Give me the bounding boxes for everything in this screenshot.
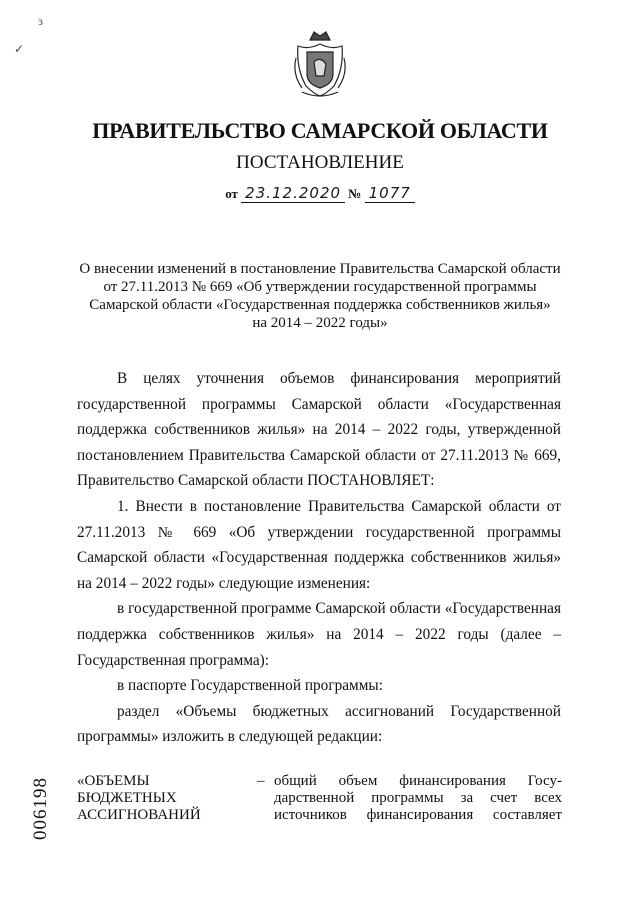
subject-line: Самарской области «Государственная поддержка собственников жилья»	[89, 297, 551, 313]
government-title: ПРАВИТЕЛЬСТВО САМАРСКОЙ ОБЛАСТИ	[92, 118, 548, 143]
table-left-line: АССИГНОВАНИЙ	[77, 807, 201, 823]
table-dash: –	[257, 773, 265, 789]
table-right-line: общий объем финансирования Госу-	[274, 773, 562, 789]
handwritten-number: 1077	[365, 184, 415, 203]
body-paragraph: 1. Внести в постановление Правительства Самарской области от 27.11.2013 № 669 «Об утверждении государственной программы Самарской области «Государственная поддержка собственников жилья» на 2014 – 2022 годы» следующие изменения:	[77, 497, 561, 592]
table-right-line: источников финансирования составляет	[274, 807, 562, 823]
subject-line: О внесении изменений в постановление Правительства Самарской области	[79, 261, 561, 277]
table-left-cell	[77, 773, 257, 824]
table-right-cell	[274, 773, 562, 824]
table-left-line: «ОБЪЕМЫ	[77, 773, 150, 789]
body-paragraph: раздел «Объемы бюджетных ассигнований Государственной программы» изложить в следующей редакции:	[77, 702, 561, 746]
table-right-line: дарственной программы за счет всех	[274, 790, 562, 806]
coat-of-arms-emblem	[292, 28, 348, 100]
serial-number-text: 006198	[30, 777, 51, 840]
document-subject	[60, 260, 580, 332]
body-paragraph: В целях уточнения объемов финансирования мероприятий государственной программы Самарской области «Государственная поддержка собственников жилья» на 2014 – 2022 годы, утвержденной постановлением Правительства Самарской области от 27.11.2013 № 669, Правительство Самарской области ПОСТАНОВЛЯЕТ:	[77, 370, 561, 490]
handwritten-date: 23.12.2020	[241, 184, 345, 203]
body-paragraph: в государственной программе Самарской области «Государственная поддержка собственников жилья» на 2014 – 2022 годы (далее – Государственная программа):	[77, 600, 561, 669]
document-body	[77, 366, 561, 750]
subject-line: на 2014 – 2022 годы»	[252, 315, 388, 331]
document-type: ПОСТАНОВЛЕНИЕ	[236, 152, 404, 173]
subject-line: от 27.11.2013 № 669 «Об утверждении государственной программы	[103, 279, 537, 295]
corner-mark-top: ɜ	[38, 14, 44, 28]
date-prefix: от	[225, 186, 238, 201]
body-paragraph: в паспорте Государственной программы:	[117, 677, 383, 695]
date-number-line	[0, 184, 640, 202]
corner-mark-left: ✓	[14, 42, 25, 56]
number-prefix: №	[348, 186, 362, 201]
side-serial-number	[26, 760, 56, 840]
table-left-line: БЮДЖЕТНЫХ	[77, 790, 177, 806]
